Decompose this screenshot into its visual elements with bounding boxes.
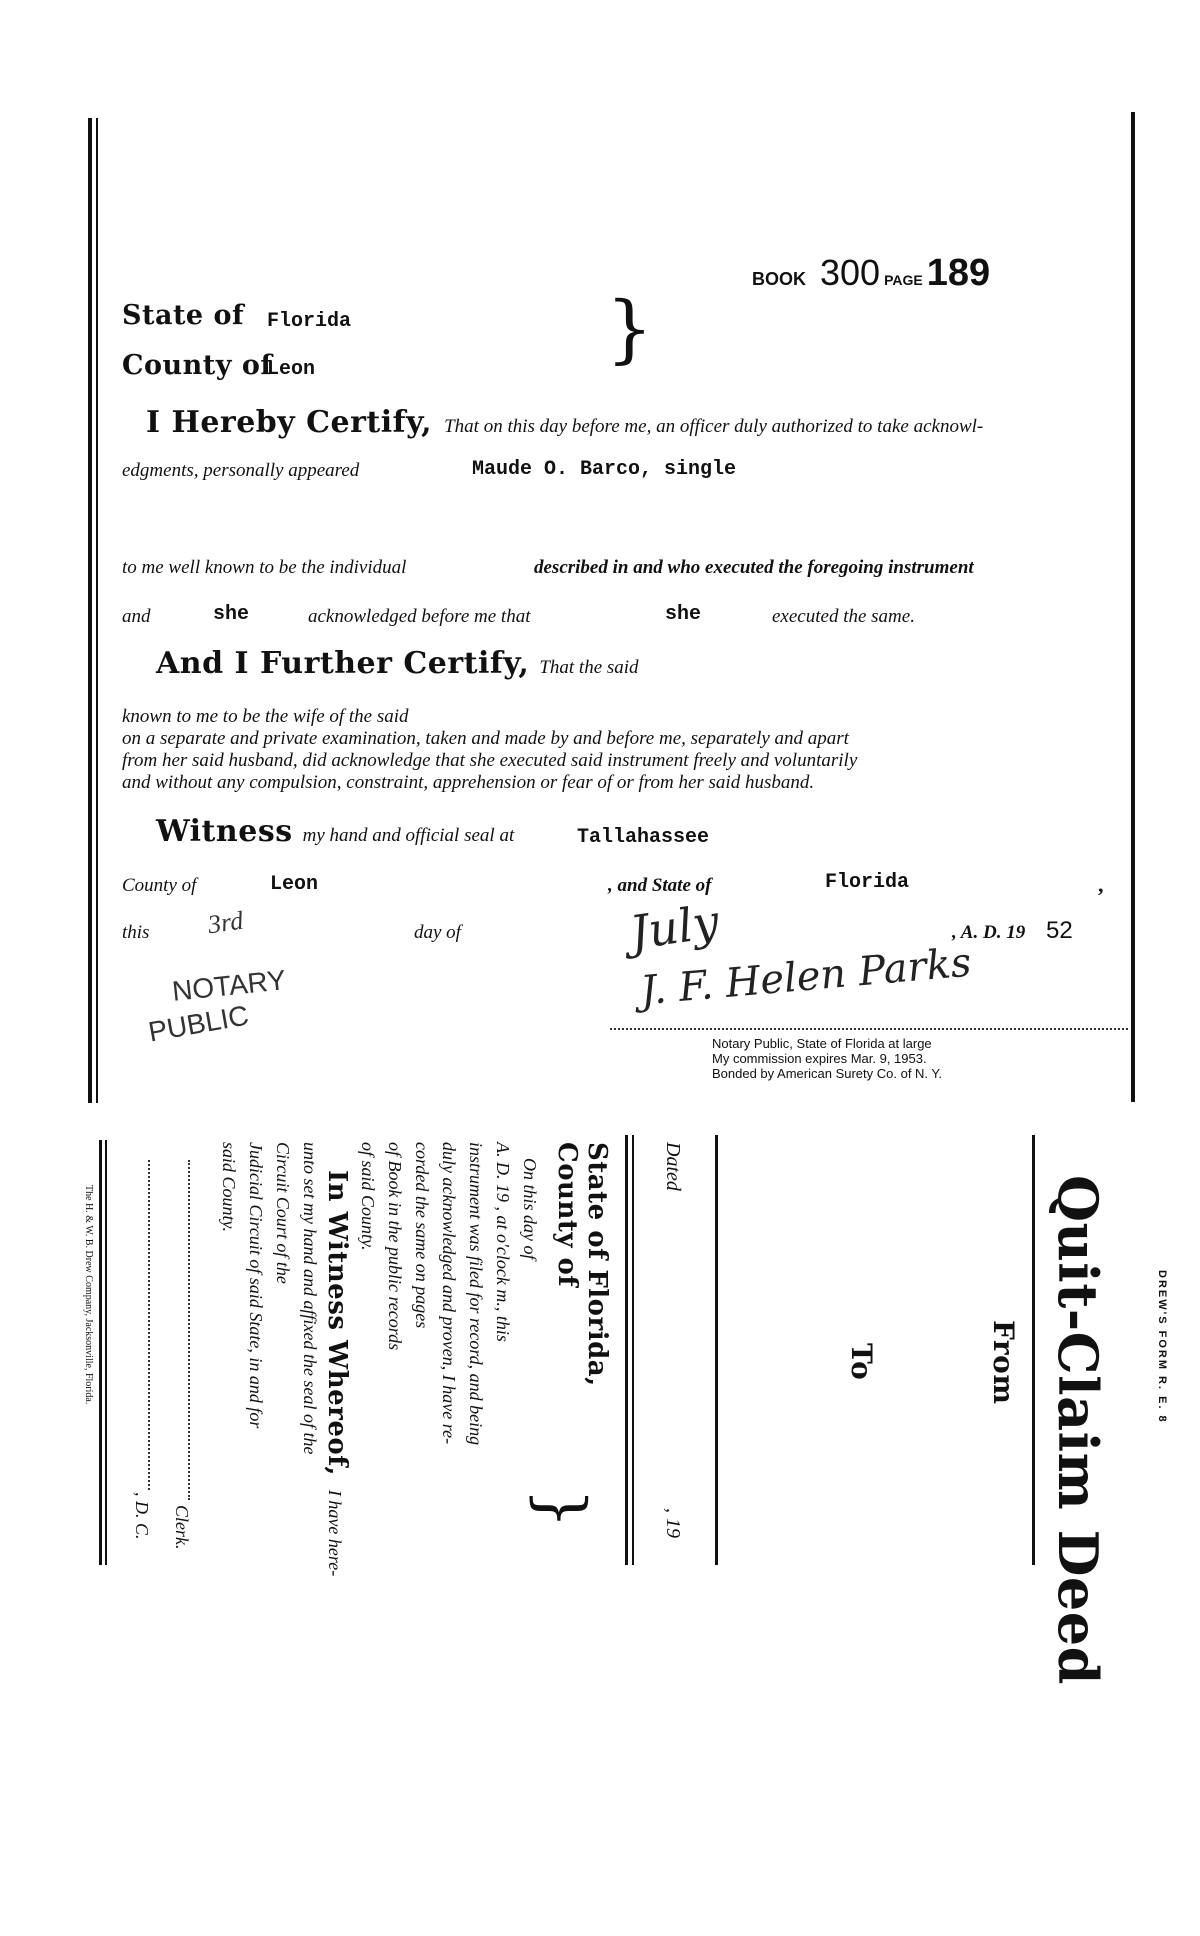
back-line-2: [105, 1140, 107, 1565]
certify-line-1: [146, 405, 983, 440]
witness-county-label: County of: [122, 875, 197, 896]
back-brace: }: [524, 1488, 598, 1529]
certify-heading: I Hereby Certify,: [146, 405, 433, 440]
back-witness-line-5: said County.: [219, 1142, 239, 1233]
dated-label: Dated: [662, 1142, 684, 1191]
book-number: 300: [820, 252, 881, 293]
certify-text-3b: described in and who executed the foregoing instrument: [534, 557, 974, 578]
book-page-stamp: [752, 252, 990, 295]
witness-county-value: Leon: [270, 873, 319, 896]
notary-seal: [142, 950, 322, 1070]
back-line-3: [625, 1135, 628, 1565]
record-line-6: of Book in the public records: [385, 1142, 405, 1351]
back-county-label: County of: [552, 1142, 582, 1288]
witness-state-value: Florida: [825, 871, 910, 894]
executed-text: executed the same.: [772, 606, 915, 627]
witness-line: [156, 814, 514, 849]
page-label: PAGE: [884, 272, 923, 288]
from-label: From: [987, 1320, 1020, 1405]
left-border-line-thin: [96, 118, 98, 1103]
further-p2: on a separate and private examination, taken and made by and before me, separately and apart: [122, 728, 849, 749]
dated-year: , 19: [662, 1508, 684, 1538]
back-line-5: [715, 1135, 718, 1565]
year-value: 52: [1046, 917, 1073, 944]
back-witness-line-2: unto set my hand and affixed the seal of the: [300, 1142, 320, 1455]
deed-title: Quit-Claim Deed: [1046, 1175, 1110, 1685]
state-value: Florida: [267, 310, 352, 333]
to-label: To: [845, 1343, 878, 1381]
witness-state-label: , and State of: [608, 875, 712, 896]
notary-line-3: Bonded by American Surety Co. of N. Y.: [712, 1066, 943, 1081]
form-label: DREW'S FORM R. E. 8: [1156, 1270, 1168, 1424]
seal-line-1: NOTARY: [170, 964, 288, 1007]
county-label: County of: [122, 350, 273, 381]
further-line: [156, 646, 639, 681]
back-witness-line-3: Circuit Court of the: [273, 1142, 293, 1284]
further-heading: And I Further Certify,: [156, 646, 530, 681]
back-witness-tail: I have here-: [325, 1489, 345, 1577]
clerk-dots: [188, 1160, 190, 1500]
notary-line-1: Notary Public, State of Florida at large: [712, 1036, 932, 1051]
back-witness-line: [322, 1170, 352, 1576]
appearing-person: Maude O. Barco, single: [472, 458, 737, 481]
certify-text-3: to me well known to be the individual: [122, 557, 407, 578]
dc-dots: [148, 1160, 150, 1490]
witness-comma: ,: [1098, 872, 1104, 897]
pronoun-1: she: [213, 603, 250, 626]
back-witness-heading: In Witness Whereof,: [322, 1170, 352, 1476]
month-value: July: [626, 894, 723, 960]
certify-text-2: edgments, personally appeared: [122, 460, 360, 481]
record-line-3: instrument was filed for record, and being: [466, 1142, 486, 1446]
record-line-2: A. D. 19 , at o'clock m., this: [493, 1142, 513, 1342]
back-line-1: [99, 1140, 102, 1565]
further-tail: That the said: [539, 657, 639, 678]
pronoun-2: she: [665, 603, 702, 626]
notary-signature: J. F. Helen Parks: [638, 939, 974, 1015]
this-label: this: [122, 922, 150, 943]
back-line-4: [632, 1135, 634, 1565]
state-label: State of: [122, 300, 245, 331]
brace: }: [606, 286, 654, 372]
certify-text-1: That on this day before me, an officer duly authorized to take acknowl-: [444, 416, 984, 437]
acknowledged-text: acknowledged before me that: [308, 606, 531, 627]
ad-label: , A. D. 19: [952, 922, 1026, 943]
back-line-6: [1032, 1135, 1035, 1565]
back-witness-line-4: Judicial Circuit of said State, in and for: [246, 1142, 266, 1429]
witness-heading: Witness: [156, 814, 293, 849]
page-number: 189: [926, 252, 991, 294]
book-label: BOOK: [752, 269, 806, 289]
and-label: and: [122, 606, 151, 627]
printer-line: The H. & W. B. Drew Company, Jacksonville, Florida.: [83, 1185, 94, 1405]
notary-sign-line: [610, 1028, 1128, 1030]
witness-place: Tallahassee: [577, 826, 710, 849]
further-p1: known to me to be the wife of the said: [122, 706, 409, 727]
witness-text: my hand and official seal at: [302, 825, 515, 846]
seal-line-2: PUBLIC: [145, 999, 251, 1048]
record-line-4: duly acknowledged and proven, I have re-: [439, 1142, 459, 1445]
right-border-line: [1131, 112, 1135, 1102]
left-border-line: [88, 118, 92, 1103]
notary-line-2: My commission expires Mar. 9, 1953.: [712, 1051, 927, 1066]
day-of-label: day of: [414, 922, 461, 943]
further-p4: and without any compulsion, constraint, apprehension or fear of or from her said husband.: [122, 772, 815, 793]
further-p3: from her said husband, did acknowledge that she executed said instrument freely and voluntarily: [122, 750, 858, 771]
record-line-7: of said County.: [358, 1142, 378, 1251]
dc-label: , D. C.: [132, 1492, 152, 1540]
record-line-5: corded the same on pages: [412, 1142, 432, 1329]
county-value: Leon: [267, 358, 316, 381]
day-value: 3rd: [206, 905, 245, 940]
record-line-1: On this day of: [520, 1158, 540, 1260]
clerk-label: Clerk.: [172, 1505, 192, 1550]
further-paragraph: [122, 706, 857, 794]
back-state-label: State of Florida,: [582, 1142, 612, 1387]
notary-block: [712, 1036, 942, 1081]
